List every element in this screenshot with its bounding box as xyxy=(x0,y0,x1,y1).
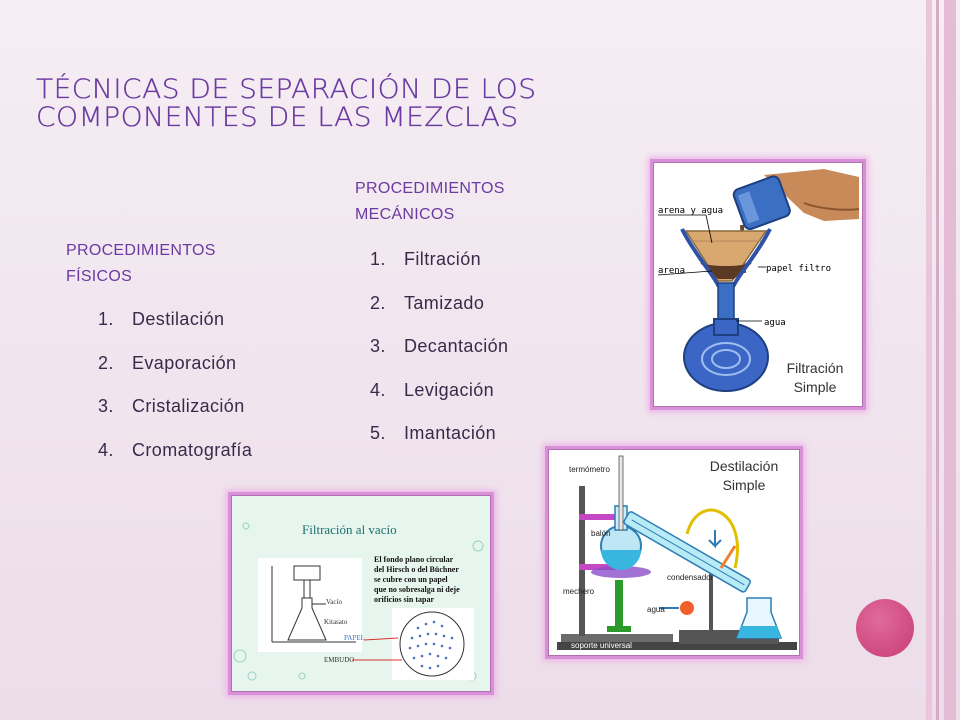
list-item: 5. Imantación xyxy=(370,423,497,443)
mecanicos-list xyxy=(370,249,508,467)
vacuum-filtration-illustration xyxy=(232,496,490,691)
label-agua: agua xyxy=(764,318,786,328)
decorative-accent-circle xyxy=(856,599,914,657)
fisicos-list xyxy=(98,309,252,483)
list-item: 1. Destilación xyxy=(98,309,225,329)
mecanicos-heading xyxy=(355,176,505,228)
vacio-title: Filtración al vacío xyxy=(302,522,397,537)
list-item: 3. Decantación xyxy=(370,336,509,356)
label-embudo: EMBUDO xyxy=(324,656,355,664)
slide-title xyxy=(36,73,636,133)
label-papel-filtro: papel filtro xyxy=(766,264,832,274)
slide-title-line-1: TÉCNICAS DE SEPARACIÓN DE LOS xyxy=(36,73,537,105)
label-soporte-universal: soporte universal xyxy=(571,641,632,650)
list-item: 2. Tamizado xyxy=(370,292,485,313)
label-termometro: termómetro xyxy=(569,465,610,474)
list-item: 3. Cristalización xyxy=(98,396,245,416)
filtracion-vacio-image xyxy=(231,495,491,692)
vacio-description: El fondo plano circular del Hirsch o del Büchner se cubre con un papel que no sobresalga ni deje orificios sin tapar xyxy=(374,555,460,604)
destilacion-simple-caption: Destilación Simple xyxy=(709,458,779,493)
label-papel-vacio: PAPEL xyxy=(344,634,365,642)
label-vacio: Vacío xyxy=(326,598,342,606)
fisicos-heading-line-1: PROCEDIMIENTOS xyxy=(66,242,216,259)
label-kitasato: Kitasato xyxy=(324,618,348,626)
list-item: 4. Levigación xyxy=(370,379,495,400)
mecanicos-heading-line-1: PROCEDIMIENTOS xyxy=(355,180,505,197)
label-mechero: mechero xyxy=(563,587,595,596)
label-arena-agua: arena y agua xyxy=(658,206,724,216)
fisicos-heading xyxy=(66,238,216,290)
decorative-side-stripes xyxy=(920,0,960,720)
mecanicos-heading-line-2: MECÁNICOS xyxy=(355,206,455,223)
filtracion-simple-caption: Filtración Simple xyxy=(786,360,844,395)
label-condensador: condensador xyxy=(667,573,714,582)
label-agua-destilacion: agua xyxy=(647,605,665,614)
fisicos-heading-line-2: FÍSICOS xyxy=(66,268,133,285)
list-item: 2. Evaporación xyxy=(98,352,237,373)
label-arena: arena xyxy=(658,266,686,276)
label-balon: balón xyxy=(591,529,611,538)
slide-title-line-2: COMPONENTES DE LAS MEZCLAS xyxy=(36,101,519,133)
list-item: 4. Cromatografía xyxy=(98,439,253,460)
list-item: 1. Filtración xyxy=(370,249,482,269)
